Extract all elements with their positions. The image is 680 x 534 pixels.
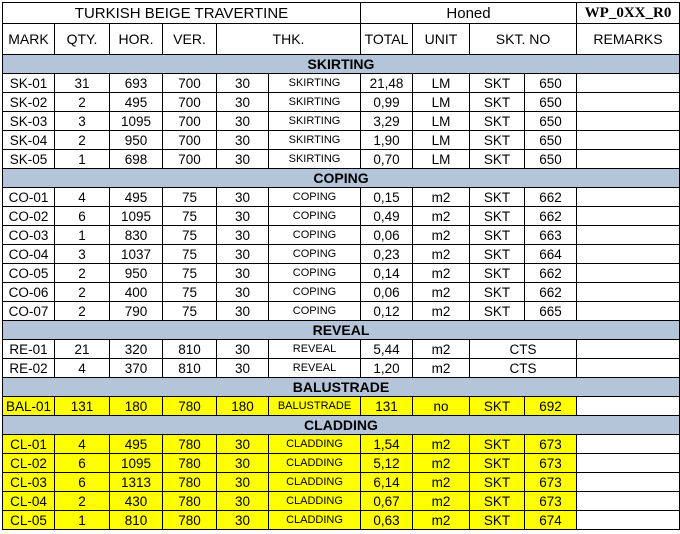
skt-number-cell: 662 — [525, 264, 577, 283]
mark-cell: RE-01 — [3, 340, 55, 359]
hor-cell: 950 — [110, 264, 163, 283]
mark-cell: CO-04 — [3, 245, 55, 264]
unit-cell: m2 — [413, 226, 470, 245]
section-title: COPING — [3, 169, 680, 188]
qty-cell: 2 — [55, 492, 110, 511]
unit-cell: m2 — [413, 492, 470, 511]
description-cell: BALUSTRADE — [269, 397, 361, 416]
total-cell: 0,70 — [361, 150, 413, 169]
skt-cell: SKT — [470, 226, 525, 245]
unit-cell: m2 — [413, 454, 470, 473]
skt-cell: SKT — [470, 264, 525, 283]
title-row — [3, 3, 680, 24]
mark-cell: CL-01 — [3, 435, 55, 454]
ver-cell: 75 — [163, 283, 217, 302]
unit-cell: m2 — [413, 359, 470, 378]
description-cell: REVEAL — [269, 340, 361, 359]
total-cell: 131 — [361, 397, 413, 416]
skt-cell: SKT — [470, 435, 525, 454]
skt-cell: SKT — [470, 473, 525, 492]
hor-cell: 320 — [110, 340, 163, 359]
ver-cell: 700 — [163, 93, 217, 112]
total-cell: 6,14 — [361, 473, 413, 492]
mark-cell: RE-02 — [3, 359, 55, 378]
skt-cell: SKT — [470, 454, 525, 473]
ver-cell: 780 — [163, 511, 217, 530]
skt-number-cell: 673 — [525, 473, 577, 492]
mark-cell: CO-01 — [3, 188, 55, 207]
skt-number-cell: 664 — [525, 245, 577, 264]
ver-cell: 700 — [163, 131, 217, 150]
total-cell: 0,49 — [361, 207, 413, 226]
description-cell: COPING — [269, 188, 361, 207]
skt-cell: SKT — [470, 150, 525, 169]
skt-number-cell: 662 — [525, 188, 577, 207]
hor-cell: 950 — [110, 131, 163, 150]
section-title: CLADDING — [3, 416, 680, 435]
section-row — [3, 55, 680, 74]
total-cell: 3,29 — [361, 112, 413, 131]
column-header-row — [3, 24, 680, 55]
ver-cell: 780 — [163, 397, 217, 416]
mark-cell: CO-06 — [3, 283, 55, 302]
col-ver: VER. — [163, 24, 217, 55]
mark-cell: CO-03 — [3, 226, 55, 245]
section-row — [3, 169, 680, 188]
skt-number-cell: 674 — [525, 511, 577, 530]
thk-cell: 30 — [217, 264, 269, 283]
ver-cell: 700 — [163, 150, 217, 169]
table-row — [3, 454, 680, 473]
hor-cell: 370 — [110, 359, 163, 378]
col-remarks: REMARKS — [577, 24, 680, 55]
hor-cell: 1095 — [110, 454, 163, 473]
ver-cell: 780 — [163, 492, 217, 511]
remarks-cell — [577, 245, 680, 264]
qty-cell: 2 — [55, 131, 110, 150]
unit-cell: LM — [413, 150, 470, 169]
table-row — [3, 150, 680, 169]
skt-cell: SKT — [470, 245, 525, 264]
skt-cell: SKT — [470, 131, 525, 150]
total-cell: 0,99 — [361, 93, 413, 112]
thk-cell: 30 — [217, 245, 269, 264]
skt-cell: CTS — [470, 359, 577, 378]
remarks-cell — [577, 492, 680, 511]
thk-cell: 180 — [217, 397, 269, 416]
qty-cell: 3 — [55, 112, 110, 131]
unit-cell: m2 — [413, 511, 470, 530]
thk-cell: 30 — [217, 226, 269, 245]
table-row — [3, 207, 680, 226]
qty-cell: 31 — [55, 74, 110, 93]
remarks-cell — [577, 435, 680, 454]
col-total: TOTAL — [361, 24, 413, 55]
unit-cell: no — [413, 397, 470, 416]
table-row — [3, 93, 680, 112]
remarks-cell — [577, 188, 680, 207]
total-cell: 1,90 — [361, 131, 413, 150]
skt-cell: SKT — [470, 302, 525, 321]
skt-number-cell: 692 — [525, 397, 577, 416]
col-qty: QTY. — [55, 24, 110, 55]
ver-cell: 700 — [163, 74, 217, 93]
hor-cell: 698 — [110, 150, 163, 169]
table-row — [3, 435, 680, 454]
remarks-cell — [577, 283, 680, 302]
qty-cell: 4 — [55, 359, 110, 378]
col-unit: UNIT — [413, 24, 470, 55]
mark-cell: CL-05 — [3, 511, 55, 530]
table-row — [3, 188, 680, 207]
mark-cell: CO-05 — [3, 264, 55, 283]
thk-cell: 30 — [217, 302, 269, 321]
mark-cell: CL-02 — [3, 454, 55, 473]
description-cell: SKIRTING — [269, 93, 361, 112]
table-row — [3, 74, 680, 93]
remarks-cell — [577, 207, 680, 226]
ver-cell: 75 — [163, 302, 217, 321]
remarks-cell — [577, 112, 680, 131]
thk-cell: 30 — [217, 74, 269, 93]
mark-cell: CO-07 — [3, 302, 55, 321]
remarks-cell — [577, 302, 680, 321]
table-row — [3, 131, 680, 150]
thk-cell: 30 — [217, 511, 269, 530]
skt-cell: SKT — [470, 283, 525, 302]
unit-cell: LM — [413, 93, 470, 112]
mark-cell: SK-02 — [3, 93, 55, 112]
ver-cell: 780 — [163, 473, 217, 492]
mark-cell: CL-04 — [3, 492, 55, 511]
remarks-cell — [577, 511, 680, 530]
total-cell: 0,06 — [361, 226, 413, 245]
unit-cell: m2 — [413, 340, 470, 359]
skt-cell: SKT — [470, 188, 525, 207]
hor-cell: 1095 — [110, 207, 163, 226]
table-row — [3, 112, 680, 131]
ver-cell: 780 — [163, 435, 217, 454]
skt-number-cell: 673 — [525, 492, 577, 511]
ver-cell: 75 — [163, 226, 217, 245]
table-row — [3, 245, 680, 264]
total-cell: 1,54 — [361, 435, 413, 454]
remarks-cell — [577, 226, 680, 245]
remarks-cell — [577, 150, 680, 169]
thk-cell: 30 — [217, 112, 269, 131]
skt-cell: SKT — [470, 511, 525, 530]
hor-cell: 495 — [110, 188, 163, 207]
description-cell: CLADDING — [269, 492, 361, 511]
ver-cell: 810 — [163, 340, 217, 359]
hor-cell: 495 — [110, 93, 163, 112]
thk-cell: 30 — [217, 473, 269, 492]
description-cell: CLADDING — [269, 435, 361, 454]
skt-cell: SKT — [470, 397, 525, 416]
unit-cell: m2 — [413, 473, 470, 492]
unit-cell: m2 — [413, 188, 470, 207]
unit-cell: LM — [413, 74, 470, 93]
skt-number-cell: 650 — [525, 131, 577, 150]
mark-cell: BAL-01 — [3, 397, 55, 416]
total-cell: 0,67 — [361, 492, 413, 511]
thk-cell: 30 — [217, 359, 269, 378]
thk-cell: 30 — [217, 150, 269, 169]
col-thk: THK. — [217, 24, 361, 55]
qty-cell: 4 — [55, 188, 110, 207]
mark-cell: CL-03 — [3, 473, 55, 492]
unit-cell: m2 — [413, 302, 470, 321]
remarks-cell — [577, 359, 680, 378]
qty-cell: 131 — [55, 397, 110, 416]
col-hor: HOR. — [110, 24, 163, 55]
finish-label: Honed — [361, 3, 577, 24]
thk-cell: 30 — [217, 492, 269, 511]
unit-cell: m2 — [413, 207, 470, 226]
remarks-cell — [577, 264, 680, 283]
total-cell: 0,06 — [361, 283, 413, 302]
thk-cell: 30 — [217, 93, 269, 112]
qty-cell: 4 — [55, 435, 110, 454]
qty-cell: 6 — [55, 454, 110, 473]
section-title: SKIRTING — [3, 55, 680, 74]
thk-cell: 30 — [217, 188, 269, 207]
total-cell: 0,15 — [361, 188, 413, 207]
table-row — [3, 473, 680, 492]
thk-cell: 30 — [217, 207, 269, 226]
thk-cell: 30 — [217, 435, 269, 454]
qty-cell: 1 — [55, 226, 110, 245]
mark-cell: SK-03 — [3, 112, 55, 131]
unit-cell: m2 — [413, 435, 470, 454]
remarks-cell — [577, 340, 680, 359]
section-row — [3, 416, 680, 435]
skt-number-cell: 662 — [525, 207, 577, 226]
material-title: TURKISH BEIGE TRAVERTINE — [3, 3, 361, 24]
remarks-cell — [577, 454, 680, 473]
col-mark: MARK — [3, 24, 55, 55]
total-cell: 5,44 — [361, 340, 413, 359]
hor-cell: 1037 — [110, 245, 163, 264]
description-cell: COPING — [269, 264, 361, 283]
unit-cell: m2 — [413, 264, 470, 283]
remarks-cell — [577, 131, 680, 150]
description-cell: COPING — [269, 245, 361, 264]
table-row — [3, 340, 680, 359]
section-title: REVEAL — [3, 321, 680, 340]
description-cell: SKIRTING — [269, 74, 361, 93]
thk-cell: 30 — [217, 131, 269, 150]
ver-cell: 810 — [163, 359, 217, 378]
total-cell: 0,63 — [361, 511, 413, 530]
table-row — [3, 492, 680, 511]
skt-number-cell: 673 — [525, 435, 577, 454]
unit-cell: m2 — [413, 283, 470, 302]
total-cell: 0,12 — [361, 302, 413, 321]
ver-cell: 75 — [163, 207, 217, 226]
table-row — [3, 359, 680, 378]
section-title: BALUSTRADE — [3, 378, 680, 397]
mark-cell: SK-05 — [3, 150, 55, 169]
skt-number-cell: 650 — [525, 74, 577, 93]
hor-cell: 830 — [110, 226, 163, 245]
description-cell: CLADDING — [269, 454, 361, 473]
ver-cell: 75 — [163, 245, 217, 264]
mark-cell: SK-04 — [3, 131, 55, 150]
hor-cell: 495 — [110, 435, 163, 454]
skt-number-cell: 665 — [525, 302, 577, 321]
description-cell: SKIRTING — [269, 112, 361, 131]
description-cell: CLADDING — [269, 473, 361, 492]
qty-cell: 2 — [55, 302, 110, 321]
qty-cell: 21 — [55, 340, 110, 359]
section-row — [3, 378, 680, 397]
unit-cell: m2 — [413, 245, 470, 264]
qty-cell: 2 — [55, 93, 110, 112]
hor-cell: 790 — [110, 302, 163, 321]
skt-number-cell: 663 — [525, 226, 577, 245]
hor-cell: 430 — [110, 492, 163, 511]
mark-cell: SK-01 — [3, 74, 55, 93]
ver-cell: 780 — [163, 454, 217, 473]
skt-number-cell: 650 — [525, 150, 577, 169]
hor-cell: 810 — [110, 511, 163, 530]
remarks-cell — [577, 397, 680, 416]
description-cell: COPING — [269, 283, 361, 302]
ver-cell: 700 — [163, 112, 217, 131]
qty-cell: 2 — [55, 283, 110, 302]
description-cell: COPING — [269, 207, 361, 226]
skt-number-cell: 650 — [525, 112, 577, 131]
mark-cell: CO-02 — [3, 207, 55, 226]
ver-cell: 75 — [163, 264, 217, 283]
document-code: WP_0XX_R0 — [577, 3, 680, 24]
table-row — [3, 397, 680, 416]
thk-cell: 30 — [217, 283, 269, 302]
thk-cell: 30 — [217, 454, 269, 473]
remarks-cell — [577, 74, 680, 93]
total-cell: 0,14 — [361, 264, 413, 283]
total-cell: 5,12 — [361, 454, 413, 473]
hor-cell: 400 — [110, 283, 163, 302]
table-row — [3, 283, 680, 302]
qty-cell: 3 — [55, 245, 110, 264]
qty-cell: 6 — [55, 473, 110, 492]
remarks-cell — [577, 473, 680, 492]
skt-cell: SKT — [470, 207, 525, 226]
table-row — [3, 226, 680, 245]
hor-cell: 180 — [110, 397, 163, 416]
schedule-table — [2, 2, 680, 530]
section-row — [3, 321, 680, 340]
qty-cell: 6 — [55, 207, 110, 226]
qty-cell: 2 — [55, 264, 110, 283]
total-cell: 21,48 — [361, 74, 413, 93]
total-cell: 0,23 — [361, 245, 413, 264]
skt-cell: CTS — [470, 340, 577, 359]
skt-cell: SKT — [470, 112, 525, 131]
qty-cell: 1 — [55, 511, 110, 530]
description-cell: CLADDING — [269, 511, 361, 530]
thk-cell: 30 — [217, 340, 269, 359]
skt-number-cell: 650 — [525, 93, 577, 112]
remarks-cell — [577, 93, 680, 112]
skt-cell: SKT — [470, 492, 525, 511]
description-cell: COPING — [269, 226, 361, 245]
unit-cell: LM — [413, 112, 470, 131]
qty-cell: 1 — [55, 150, 110, 169]
skt-cell: SKT — [470, 93, 525, 112]
total-cell: 1,20 — [361, 359, 413, 378]
description-cell: SKIRTING — [269, 131, 361, 150]
ver-cell: 75 — [163, 188, 217, 207]
hor-cell: 693 — [110, 74, 163, 93]
hor-cell: 1313 — [110, 473, 163, 492]
description-cell: COPING — [269, 302, 361, 321]
skt-cell: SKT — [470, 74, 525, 93]
hor-cell: 1095 — [110, 112, 163, 131]
table-row — [3, 511, 680, 530]
table-row — [3, 264, 680, 283]
table-row — [3, 302, 680, 321]
description-cell: SKIRTING — [269, 150, 361, 169]
skt-number-cell: 662 — [525, 283, 577, 302]
skt-number-cell: 673 — [525, 454, 577, 473]
description-cell: REVEAL — [269, 359, 361, 378]
col-skt-no: SKT. NO — [470, 24, 577, 55]
unit-cell: LM — [413, 131, 470, 150]
